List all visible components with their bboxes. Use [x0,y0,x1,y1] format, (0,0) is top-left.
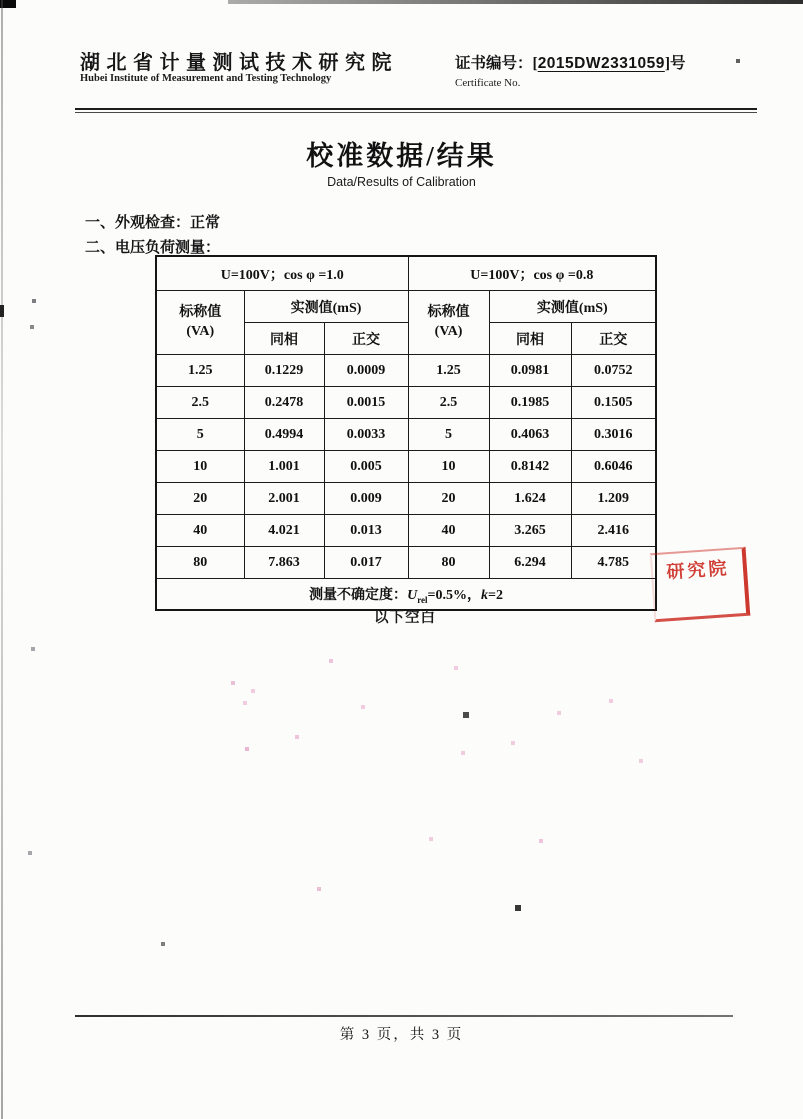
uncertainty-subscript: rel [417,594,428,605]
nominal-label: 标称值 [179,304,222,320]
table-cell: 3.265 [489,515,571,547]
certificate-label: 证书编号： [455,55,533,72]
table-cell: 2.5 [408,387,489,419]
scan-artifact-top-band [228,0,803,4]
uncertainty-prefix: 测量不确定度： [309,587,408,603]
table-cell: 7.863 [244,547,324,579]
table-cell: 0.0033 [324,419,408,451]
col-header-inphase-right: 同相 [489,323,571,355]
group-header-cos1: U=100V；cos φ =1.0 [156,256,408,291]
table-cell: 10 [156,451,244,483]
header-divider-rule [75,108,757,113]
table-cell: 0.6046 [571,451,656,483]
col-header-quadrature-left: 正交 [324,323,408,355]
nominal-label: 标称值 [427,304,470,320]
table-cell: 0.3016 [571,419,656,451]
calibration-table [155,255,657,611]
institute-name-en: Hubei Institute of Measurement and Testing Technology [80,73,332,84]
table-row [156,419,656,451]
table-cell: 20 [156,483,244,515]
page-subtitle: Data/Results of Calibration [327,175,476,189]
table-cell: 6.294 [489,547,571,579]
section-voltage-load: 二、电压负荷测量： [85,240,221,256]
certificate-bracket-close: ] [664,55,671,72]
scan-artifact-edge-blob [0,305,4,317]
red-seal-stamp [650,547,751,623]
table-row [156,515,656,547]
uncertainty-k-value: =2 [488,587,503,603]
uncertainty-value: =0.5%， [427,587,481,603]
table-group-header-row [156,256,656,291]
page-title: 校准数据/结果 [306,141,497,171]
col-header-measured-right: 实测值(mS) [489,291,656,323]
table-cell: 1.001 [244,451,324,483]
table-cell: 0.1505 [571,387,656,419]
table-cell: 0.4994 [244,419,324,451]
table-cell: 80 [408,547,489,579]
below-blank-note: 以下空白 [374,610,436,626]
table-cell: 2.5 [156,387,244,419]
table-cell: 2.416 [571,515,656,547]
table-cell: 40 [408,515,489,547]
stamp-text: 研究院 [665,557,731,583]
section-appearance-check: 一、外观检查：正常 [85,215,221,231]
table-cell: 0.017 [324,547,408,579]
certificate-bracket-open: [ [532,55,538,72]
uncertainty-u-symbol: U [407,587,418,603]
col-header-inphase-left: 同相 [244,323,324,355]
table-cell: 0.005 [324,451,408,483]
certificate-label-en: Certificate No. [455,77,521,89]
table-cell: 4.785 [571,547,656,579]
table-cell: 1.25 [408,355,489,387]
table-cell: 80 [156,547,244,579]
table-cell: 0.4063 [489,419,571,451]
table-cell: 0.013 [324,515,408,547]
table-cell: 10 [408,451,489,483]
table-row [156,547,656,579]
table-cell: 20 [408,483,489,515]
table-cell: 0.009 [324,483,408,515]
group-header-cos08: U=100V；cos φ =0.8 [408,256,656,291]
table-row [156,355,656,387]
nominal-unit: (VA) [434,323,463,339]
table-row [156,483,656,515]
table-cell: 40 [156,515,244,547]
table-cell: 0.2478 [244,387,324,419]
page-number: 第 3 页，共 3 页 [339,1027,464,1043]
nominal-unit: (VA) [186,323,215,339]
institute-name-cn: 湖北省计量测试技术研究院 [80,52,398,74]
table-cell: 5 [408,419,489,451]
table-cell: 1.624 [489,483,571,515]
footer-divider-rule [75,1015,733,1017]
table-cell: 0.1229 [244,355,324,387]
col-header-measured-left: 实测值(mS) [244,291,408,323]
certificate-number-row [455,51,686,73]
certificate-suffix: 号 [670,55,686,72]
table-cell: 0.8142 [489,451,571,483]
uncertainty-k-symbol: k [481,587,488,603]
table-cell: 0.0752 [571,355,656,387]
col-header-nominal-left [156,291,244,355]
col-header-nominal-right [408,291,489,355]
table-subheader-row-1 [156,291,656,323]
table-cell: 0.0009 [324,355,408,387]
table-row [156,451,656,483]
table-cell: 0.0015 [324,387,408,419]
certificate-number: 2015DW2331059 [537,55,665,72]
table-cell: 2.001 [244,483,324,515]
table-cell: 1.209 [571,483,656,515]
scan-noise-specks [0,0,2,2]
col-header-quadrature-right: 正交 [571,323,656,355]
table-cell: 0.1985 [489,387,571,419]
table-cell: 0.0981 [489,355,571,387]
table-cell: 4.021 [244,515,324,547]
table-cell: 1.25 [156,355,244,387]
table-row [156,387,656,419]
table-cell: 5 [156,419,244,451]
